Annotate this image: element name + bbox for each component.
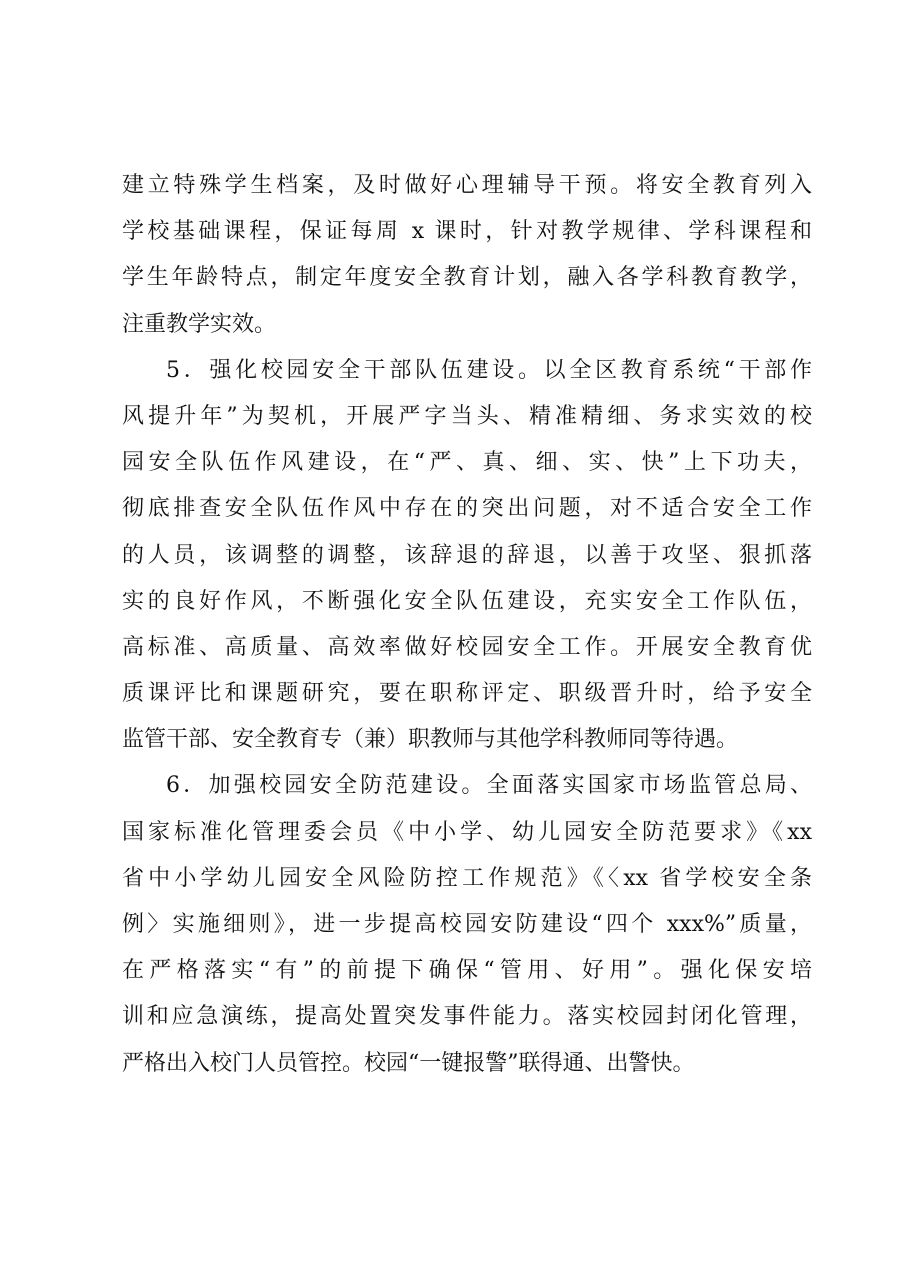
text-line: 园安全队伍作风建设，在“严、真、细、实、快”上下功夫，: [122, 450, 812, 476]
text-line: 训和应急演练，提高处置突发事件能力。落实校园封闭化管理，: [122, 1004, 812, 1030]
paragraph-heading-line: 6．加强校园安全防范建设。全面落实国家市场监管总局、: [166, 773, 812, 799]
text-line: 高标准、高质量、高效率做好校园安全工作。开展安全教育优: [122, 634, 812, 660]
text-line: 严格出入校门人员管控。校园“一键报警”联得通、出警快。: [122, 1050, 695, 1076]
text-line: 风提升年”为契机，开展严字当头、精准精细、务求实效的校: [122, 403, 812, 429]
text-line: 注重教学实效。: [122, 311, 277, 337]
text-line: 彻底排查安全队伍作风中存在的突出问题，对不适合安全工作: [122, 496, 812, 522]
text-line: 学生年龄特点，制定年度安全教育计划，融入各学科教育教学，: [122, 265, 812, 291]
text-line: 实的良好作风，不断强化安全队伍建设，充实安全工作队伍，: [122, 588, 812, 614]
text-line: 学校基础课程，保证每周 x 课时，针对教学规律、学科课程和: [122, 219, 812, 245]
document-body: [122, 163, 812, 1087]
text-line: 监管干部、安全教育专（兼）职教师与其他学科教师同等待遇。: [122, 727, 739, 753]
paragraph-1: [122, 163, 812, 348]
paragraph-heading-line: 5．强化校园安全干部队伍建设。以全区教育系统“干部作: [166, 357, 812, 383]
paragraph-3-security-prevention: [122, 763, 812, 1086]
paragraph-2-team-building: [122, 348, 812, 764]
text-line: 在严格落实“有”的前提下确保“管用、好用”。强化保安培: [122, 958, 812, 984]
text-line: 国家标准化管理委会员《中小学、幼儿园安全防范要求》《xx: [122, 819, 812, 845]
text-line: 例〉实施细则》，进一步提高校园安防建设“四个 xxx%”质量，: [122, 912, 812, 937]
text-line: 省中小学幼儿园安全风险防控工作规范》《〈xx 省学校安全条: [122, 865, 812, 891]
text-line: 质课评比和课题研究，要在职称评定、职级晋升时，给予安全: [122, 681, 812, 707]
text-line: 的人员，该调整的调整，该辞退的辞退，以善于攻坚、狠抓落: [122, 542, 812, 568]
text-line: 建立特殊学生档案，及时做好心理辅导干预。将安全教育列入: [122, 173, 812, 198]
